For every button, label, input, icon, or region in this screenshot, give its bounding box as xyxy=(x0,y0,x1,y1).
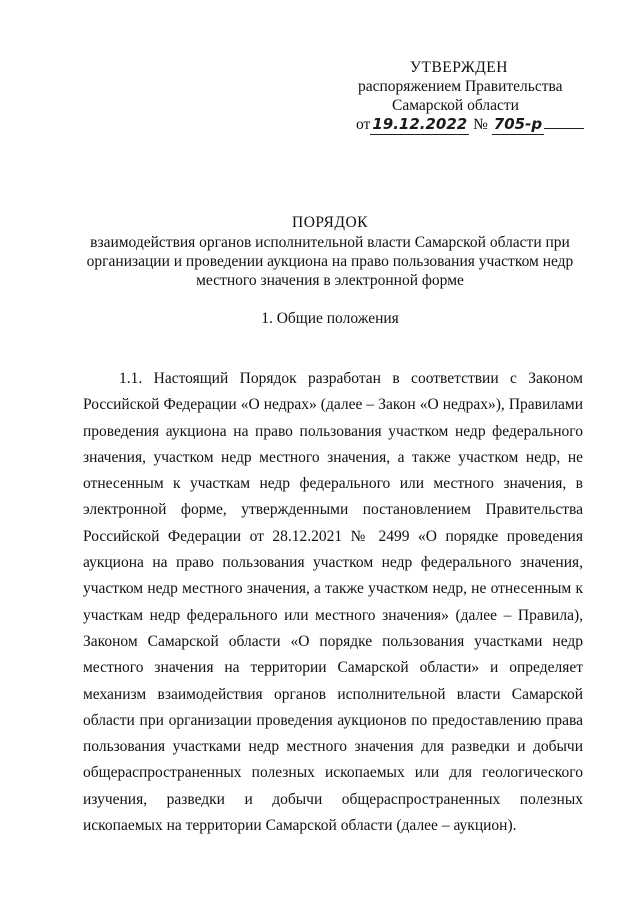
handwritten-number: 705-р xyxy=(493,115,543,133)
handwritten-date: 19.12.2022 xyxy=(372,115,468,133)
document-subtitle: взаимодействия органов исполнительной власти Самарской области при организации и проведении аукциона на право пользования участком недр местного значения в электронной форме xyxy=(86,234,574,289)
date-prefix: от xyxy=(356,116,371,133)
section-heading: 1. Общие положения xyxy=(261,310,399,327)
approval-issuer: распоряжением Правительства xyxy=(358,78,563,95)
number-prefix: № xyxy=(473,116,488,133)
underline-tail xyxy=(544,127,584,129)
approval-region: Самарской области xyxy=(392,97,519,114)
document-title: ПОРЯДОК xyxy=(292,214,368,231)
approval-title: УТВЕРЖДЕН xyxy=(410,59,508,76)
approval-date-number xyxy=(350,115,580,135)
approval-block xyxy=(350,58,580,135)
paragraph-1-1: 1.1. Настоящий Порядок разработан в соответствии с Законом Российской Федерации «О недрах» (далее – Закон «О недрах»), Правилами проведения аукциона на право пользования участком недр федерального значения, участком недр местного значения, а также участком недр, не отнесенным к участкам недр федерального или местного значения, в электронной форме, утвержденными постановлением Правительства Российской Федерации от 28.12.2021 № 2499 «О порядке проведения аукциона на право пользования участком недр федерального значения, участком недр местного значения, а также участком недр, не отнесенным к участкам недр федерального или местного значения» (далее – Правила), Законом Самарской области «О порядке пользования участками недр местного значения на территории Самарской области» и определяет механизм взаимодействия органов исполнительной власти Самарской области при организации проведения аукционов по предоставлению права пользования участками недр местного значения для разведки и добычи общераспространенных полезных ископаемых или для геологического изучения, разведки и добычи общераспространенных полезных ископаемых на территории Самарской области (далее – аукцион). xyxy=(83,370,583,835)
